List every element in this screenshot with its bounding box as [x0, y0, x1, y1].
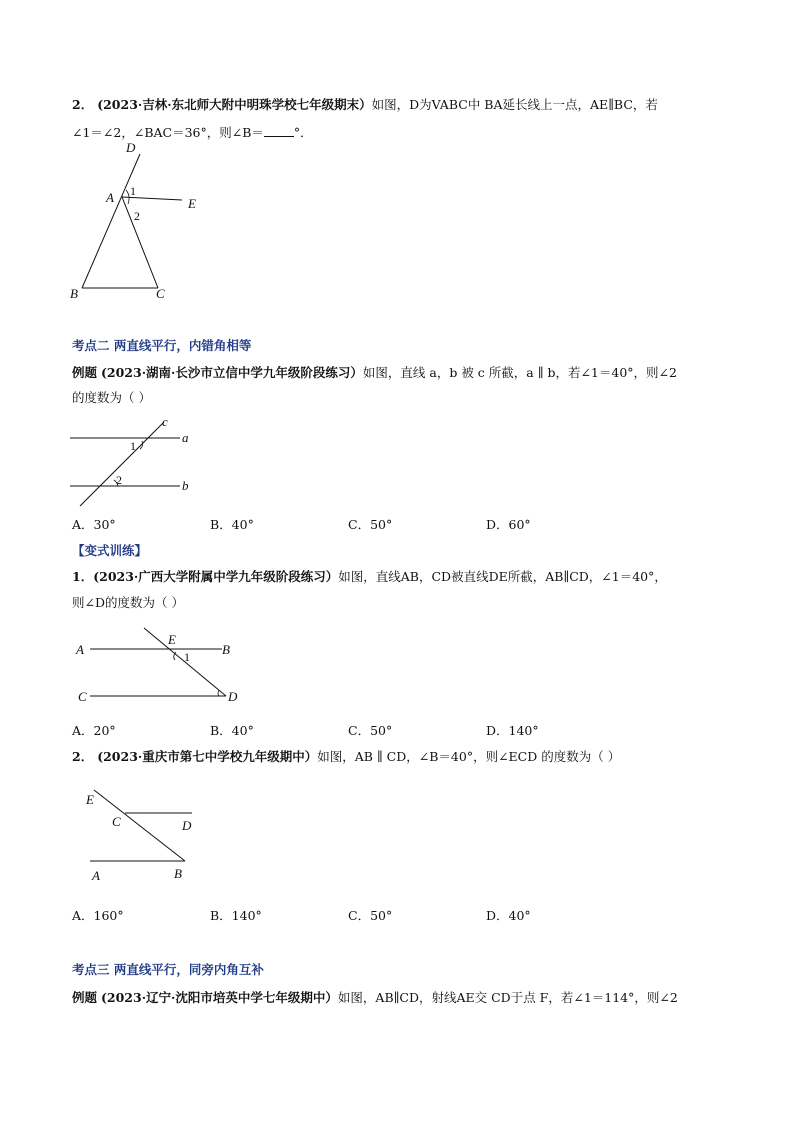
- line-c: [80, 422, 164, 506]
- label-D: D: [126, 140, 136, 155]
- example-label: 例题: [72, 365, 98, 380]
- label-B: B: [174, 866, 182, 881]
- answer-blank[interactable]: [264, 124, 294, 137]
- label-D: D: [182, 818, 192, 833]
- variant-q2-option-c[interactable]: C．50°: [348, 908, 393, 923]
- variant-q2-option-a[interactable]: A．160°: [72, 908, 124, 923]
- section2-example-line2: 的度数为（ ）: [72, 390, 151, 405]
- label-C: C: [156, 286, 165, 301]
- q2-top-text1: 如图，D为VABC中 BA延长线上一点，AE∥BC，若: [371, 97, 658, 112]
- label-b: b: [182, 478, 189, 493]
- q2-top-text2a: ∠1＝∠2，∠BAC＝36°，则∠B＝: [72, 125, 264, 140]
- variant-q1-line2: 则∠D的度数为（ ）: [72, 595, 184, 610]
- line-EB: [94, 790, 185, 861]
- label-angle1: 1: [130, 439, 136, 453]
- variant-q1-option-b[interactable]: B．40°: [210, 723, 254, 738]
- q2-top-source: (2023·吉林·东北师大附中明珠学校七年级期末）: [97, 97, 372, 112]
- variant-q2-option-b[interactable]: B．140°: [210, 908, 262, 923]
- label-B: B: [70, 286, 78, 301]
- variant-q1-number: 1．: [72, 569, 94, 584]
- variant-heading: 【变式训练】: [72, 543, 148, 558]
- variant-q2-line: [72, 748, 620, 766]
- q2-top-line1: [72, 96, 658, 114]
- variant-q2-source: (2023·重庆市第七中学校九年级期中）: [97, 749, 318, 764]
- variant-q1-text1: 如图，直线AB，CD被直线DE所截，AB∥CD，∠1＝40°，: [338, 569, 667, 584]
- variant-q1-option-a[interactable]: A．20°: [72, 723, 116, 738]
- section3-heading: 考点三 两直线平行，同旁内角互补: [72, 962, 264, 977]
- angleD-arc: [218, 690, 219, 696]
- line-AC: [122, 197, 158, 288]
- option-b[interactable]: B．40°: [210, 517, 254, 532]
- label-A: A: [106, 190, 114, 205]
- variant-q1-option-c[interactable]: C．50°: [348, 723, 393, 738]
- label-a: a: [182, 430, 189, 445]
- example-source: (2023·湖南·长沙市立信中学九年级阶段练习）: [101, 365, 363, 380]
- label-c: c: [162, 414, 168, 429]
- variant-q2-figure: [80, 786, 220, 886]
- label-angle1: 1: [130, 184, 136, 198]
- section2-example-line1: [72, 364, 677, 382]
- variant-q1-option-d[interactable]: D．140°: [486, 723, 539, 738]
- label-D: D: [228, 689, 238, 704]
- section2-figure: [64, 414, 214, 510]
- variant-q2-number: 2．: [72, 749, 94, 764]
- label-A: A: [76, 642, 84, 657]
- label-B: B: [222, 642, 230, 657]
- variant-q2-option-d[interactable]: D．40°: [486, 908, 531, 923]
- section3-example-line: [72, 989, 678, 1007]
- option-d[interactable]: D．60°: [486, 517, 531, 532]
- variant-q1-source: (2023·广西大学附属中学九年级阶段练习）: [93, 569, 339, 584]
- label-A: A: [92, 868, 100, 883]
- q2-top-number: 2．: [72, 97, 94, 112]
- section2-heading: 考点二 两直线平行，内错角相等: [72, 338, 252, 353]
- label-E: E: [168, 632, 176, 647]
- label-E: E: [188, 196, 196, 211]
- label-C: C: [78, 689, 87, 704]
- label-C: C: [112, 814, 121, 829]
- section3-example-label: 例题: [72, 990, 98, 1005]
- label-angle2: 2: [134, 209, 140, 223]
- section3-example-source: (2023·辽宁·沈阳市培英中学七年级期中）: [101, 990, 338, 1005]
- label-angle1: 1: [184, 650, 190, 664]
- q2-top-text2b: °．: [293, 125, 313, 140]
- example-text1: 如图，直线 a，b 被 c 所截，a ∥ b，若∠1＝40°，则∠2: [362, 365, 677, 380]
- variant-q1-figure: [66, 624, 256, 710]
- q2-top-figure: [60, 140, 220, 310]
- option-c[interactable]: C．50°: [348, 517, 393, 532]
- section3-example-text: 如图，AB∥CD，射线AE交 CD于点 F，若∠1＝114°，则∠2: [337, 990, 678, 1005]
- variant-q2-text: 如图，AB ∥ CD，∠B＝40°，则∠ECD 的度数为（ ）: [317, 749, 621, 764]
- option-a[interactable]: A．30°: [72, 517, 116, 532]
- label-E: E: [86, 792, 94, 807]
- variant-q1-line1: [72, 568, 667, 586]
- label-angle2: 2: [116, 473, 122, 487]
